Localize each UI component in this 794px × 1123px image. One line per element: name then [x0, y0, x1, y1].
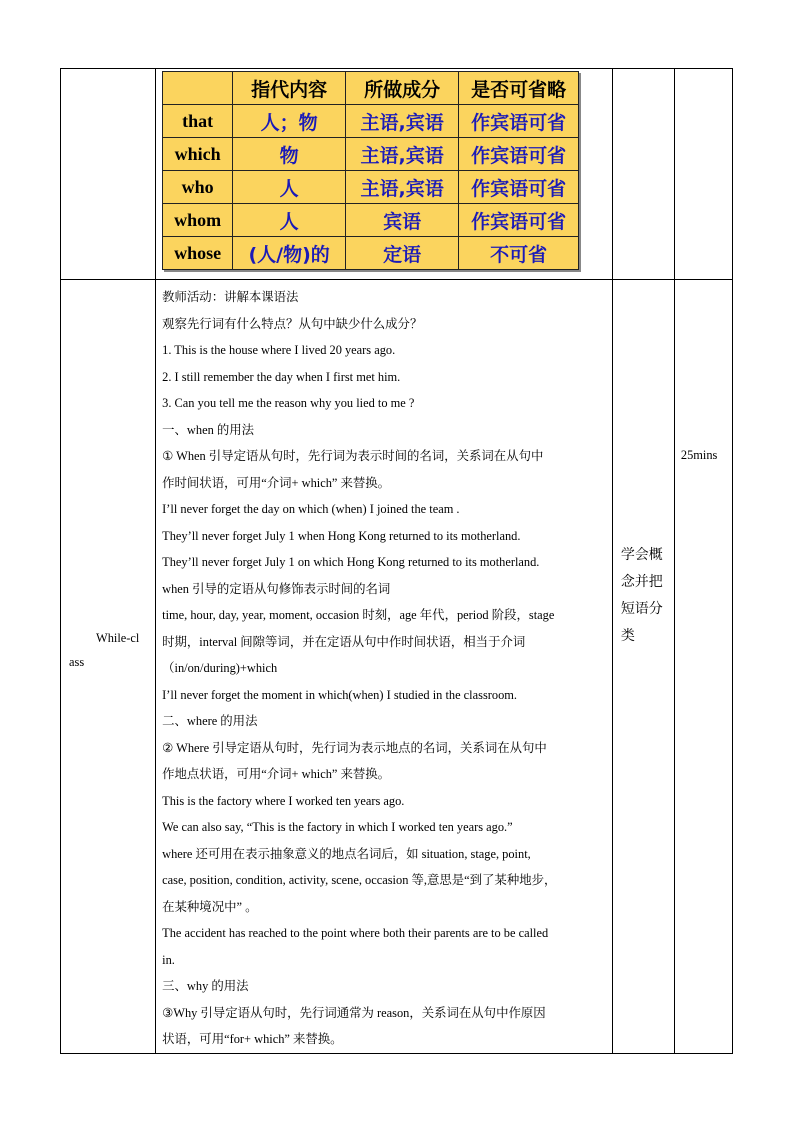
- note-line: They’ll never forget July 1 on which Hong Kong returned to its motherland.: [162, 555, 540, 569]
- omit-cell: 作宾语可省: [459, 204, 579, 237]
- note-line: ③Why 引导定语从句时，先行词通常为 reason，关系词在从句中作原因: [162, 1005, 546, 1020]
- note-line: 教师活动：讲解本课语法: [162, 290, 299, 304]
- role-cell: 主语,宾语: [346, 171, 459, 204]
- omit-cell: 作宾语可省: [459, 171, 579, 204]
- refers-cell: 人: [233, 204, 346, 237]
- pronoun-cell: whom: [163, 204, 233, 237]
- relative-pronoun-table: [162, 71, 579, 270]
- time-cell: [674, 280, 732, 1054]
- header-cell: 所做成分: [346, 72, 459, 105]
- pronoun-cell: that: [163, 105, 233, 138]
- note-line: I’ll never forget the day on which (when) I joined the team .: [162, 502, 460, 516]
- stage-cell-empty: [61, 69, 156, 280]
- lesson-plan-table: [60, 68, 733, 1054]
- note-line: （in/on/during)+which: [162, 661, 278, 675]
- omit-cell: 作宾语可省: [459, 138, 579, 171]
- learning-goal: 学会概念并把短语分类: [620, 547, 663, 644]
- pronoun-cell: whose: [163, 237, 233, 270]
- note-line: 2. I still remember the day when I first met him.: [162, 369, 401, 384]
- stage-label-line2: ass: [69, 655, 85, 669]
- grammar-notes: [156, 280, 612, 1053]
- header-cell: 指代内容: [233, 72, 346, 105]
- role-cell: 宾语: [346, 204, 459, 237]
- note-line: 状语，可用“for+ which” 来替换。: [162, 1032, 343, 1046]
- note-line: case, position, condition, activity, scene, occasion 等,意思是“到了某种地步，: [162, 873, 557, 887]
- relative-table-header: [163, 72, 579, 105]
- refers-cell: 物: [233, 138, 346, 171]
- header-cell: 是否可省略: [459, 72, 579, 105]
- note-line: 一、when 的用法: [162, 422, 255, 437]
- note-line: 作地点状语，可用“介词+ which” 来替换。: [162, 767, 391, 781]
- note-line: when 引导的定语从句修饰表示时间的名词: [162, 581, 391, 596]
- note-line: 二、where 的用法: [162, 714, 258, 728]
- note-line: 观察先行词有什么特点？从句中缺少什么成分？: [162, 316, 423, 331]
- note-line: ② Where 引导定语从句时，先行词为表示地点的名词，关系词在从句中: [162, 740, 547, 755]
- relative-table-row: [163, 105, 579, 138]
- role-cell: 定语: [346, 237, 459, 270]
- note-line: 在某种境况中” 。: [162, 899, 258, 914]
- header-cell: [163, 72, 233, 105]
- note-line: I’ll never forget the moment in which(when) I studied in the classroom.: [162, 687, 518, 702]
- note-line: where 还可用在表示抽象意义的地点名词后，如 situation, stage, point,: [162, 846, 531, 861]
- relative-table-row: [163, 171, 579, 204]
- relative-table-row: [163, 138, 579, 171]
- time-cell-empty: [674, 69, 732, 280]
- while-class-row: [61, 280, 733, 1054]
- note-line: 3. Can you tell me the reason why you lied to me ?: [162, 396, 415, 410]
- note-line: 时期，interval 间隙等词，并在定语从句中作时间状语，相当于介词: [162, 634, 526, 649]
- note-line: time, hour, day, year, moment, occasion 时刻，age 年代，period 阶段，stage: [162, 608, 555, 622]
- note-line: in.: [162, 952, 175, 967]
- note-line: 1. This is the house where I lived 20 years ago.: [162, 343, 396, 357]
- omit-cell: 作宾语可省: [459, 105, 579, 138]
- content-cell: [156, 280, 613, 1054]
- pronoun-cell: which: [163, 138, 233, 171]
- stage-label-line1: While-cl: [96, 631, 140, 645]
- stage-cell: [61, 280, 156, 1054]
- role-cell: 主语,宾语: [346, 138, 459, 171]
- pronoun-cell: who: [163, 171, 233, 204]
- relative-table-row: [163, 204, 579, 237]
- time-allocation: 25mins: [680, 448, 718, 462]
- goal-cell: [612, 280, 674, 1054]
- role-cell: 主语,宾语: [346, 105, 459, 138]
- grammar-chart-cell: [156, 69, 613, 280]
- note-line: 作时间状语，可用“介词+ which” 来替换。: [162, 475, 391, 490]
- goal-cell-empty: [612, 69, 674, 280]
- note-line: ① When 引导定语从句时，先行词为表示时间的名词，关系词在从句中: [162, 449, 544, 463]
- note-line: The accident has reached to the point where both their parents are to be called: [162, 926, 549, 940]
- note-line: We can also say, “This is the factory in which I worked ten years ago.”: [162, 820, 513, 834]
- note-line: They’ll never forget July 1 when Hong Kong returned to its motherland.: [162, 528, 521, 543]
- note-line: 三、why 的用法: [162, 979, 249, 993]
- relative-table-row: [163, 237, 579, 270]
- refers-cell: 人；物: [233, 105, 346, 138]
- note-line: This is the factory where I worked ten years ago.: [162, 793, 405, 808]
- refers-cell: (人/物)的: [233, 237, 346, 270]
- refers-cell: 人: [233, 171, 346, 204]
- grammar-chart-row: [61, 69, 733, 280]
- omit-cell: 不可省: [459, 237, 579, 270]
